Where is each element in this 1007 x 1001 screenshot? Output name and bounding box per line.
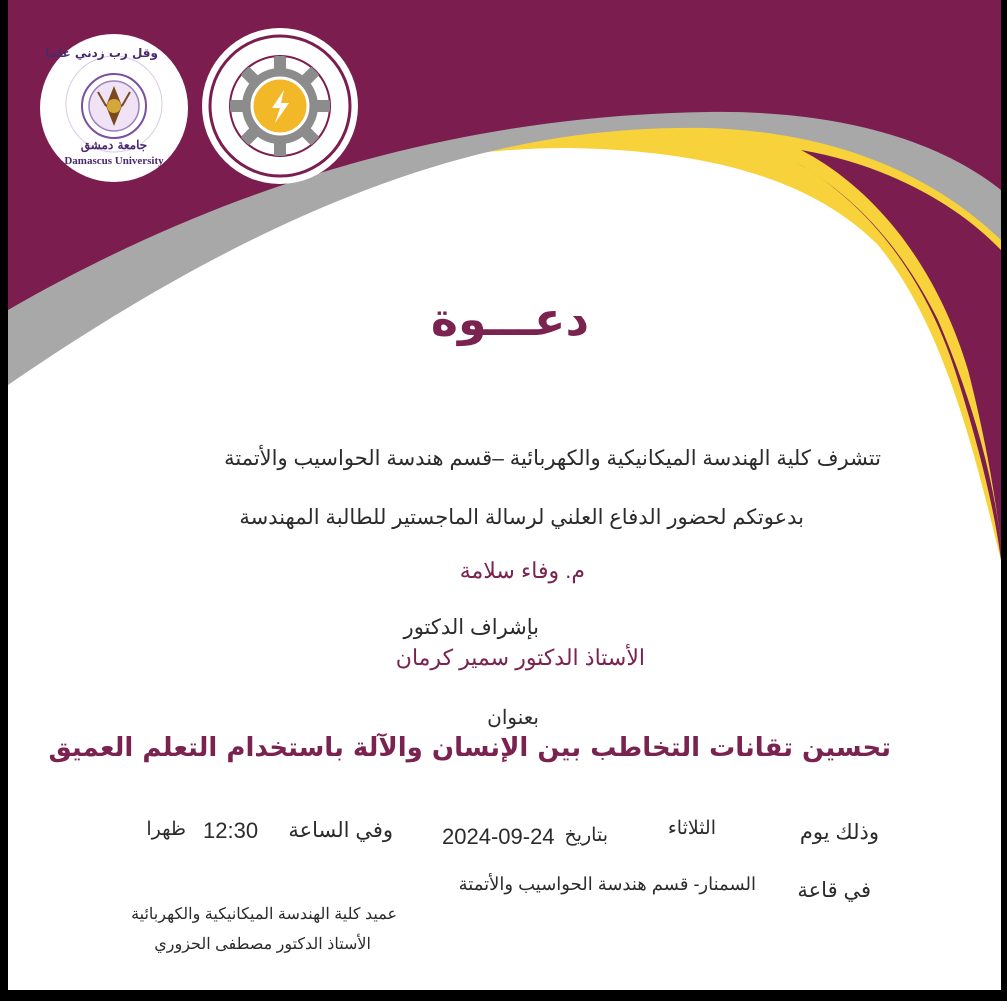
dean-role: عميد كلية الهندسة الميكانيكية والكهربائية <box>131 906 397 923</box>
time-value: 12:30 <box>203 818 259 843</box>
day-label: وذلك يوم <box>799 821 879 844</box>
invitation-line-2: بدعوتكم لحضور الدفاع العلني لرسالة الماجستير للطالبة المهندسة <box>239 506 804 529</box>
invitation-line-1: تتشرف كلية الهندسة الميكانيكية والكهربائية –قسم هندسة الحواسيب والأتمتة <box>224 447 881 470</box>
university-english-name: Damascus University <box>64 155 164 167</box>
university-arabic-name: جامعة دمشق <box>80 138 148 152</box>
supervision-label: بإشراف الدكتور <box>403 616 539 639</box>
supervisor-name: الأستاذ الدكتور سمير كرمان <box>395 645 645 670</box>
day-value: الثلاثاء <box>667 818 716 839</box>
invitation-title: دعـــوة <box>430 292 590 346</box>
hall-value: السمنار- قسم هندسة الحواسيب والأتمتة <box>458 874 756 894</box>
date-label: بتاريخ <box>564 825 608 846</box>
time-label: وفي الساعة <box>288 819 393 842</box>
thesis-title-label: بعنوان <box>487 707 539 729</box>
thesis-title: تحسين تقانات التخاطب بين الإنسان والآلة باستخدام التعلم العميق <box>48 733 891 763</box>
student-name: م. وفاء سلامة <box>459 558 585 583</box>
time-period: ظهرا <box>146 819 186 840</box>
hall-label: في قاعة <box>797 879 871 902</box>
damascus-university-logo <box>40 34 188 182</box>
faculty-engineering-logo <box>202 28 358 184</box>
date-value: 2024-09-24 <box>442 824 555 849</box>
dean-name: الأستاذ الدكتور مصطفى الحزوري <box>154 936 371 953</box>
invitation-card <box>8 0 1001 990</box>
university-motto: وقل رب زدني علما <box>45 46 158 60</box>
